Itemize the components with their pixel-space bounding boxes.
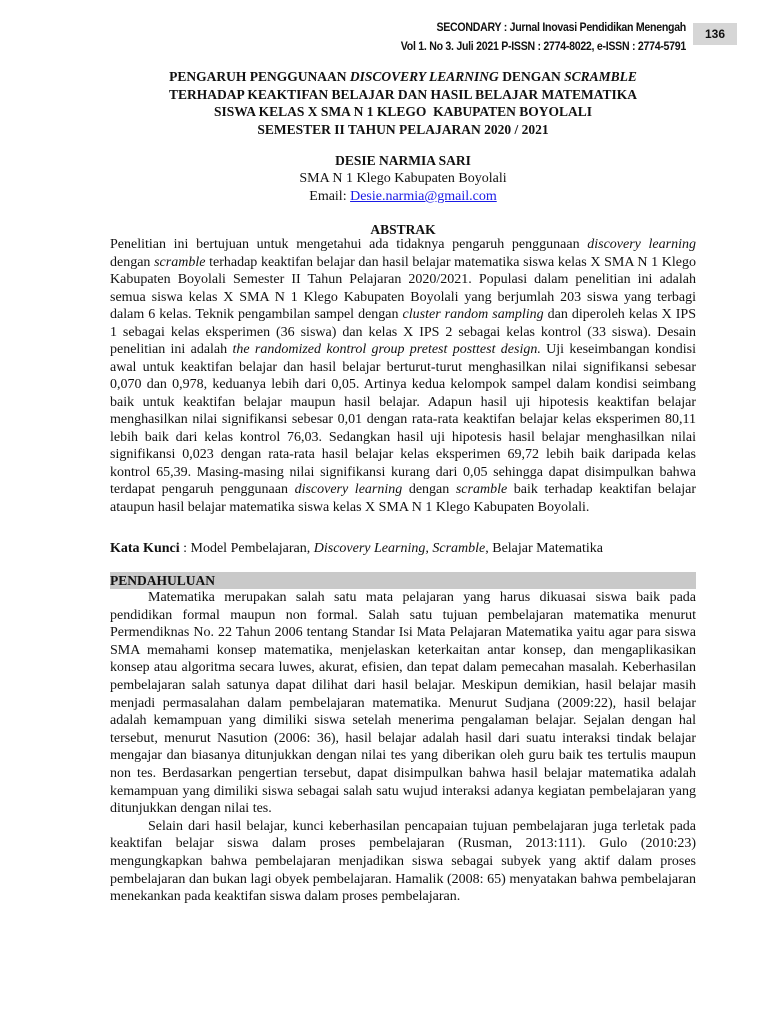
author-email-link[interactable]: Desie.narmia@gmail.com	[350, 189, 497, 204]
page-number-badge: 136	[693, 23, 737, 45]
abstract-heading: ABSTRAK	[370, 222, 436, 237]
paper-title	[110, 68, 696, 138]
author-affiliation: SMA N 1 Klego Kabupaten Boyolali	[299, 171, 507, 186]
keywords-line: Kata Kunci : Model Pembelajaran, Discovery Learning, Scramble, Belajar Matematika	[110, 541, 604, 556]
journal-name: SECONDARY : Jurnal Inovasi Pendidikan Menengah	[436, 22, 686, 34]
section-heading-pendahuluan: PENDAHULUAN	[110, 572, 696, 589]
title-line-3: SISWA KELAS X SMA N 1 KLEGO KABUPATEN BOYOLALI	[214, 104, 592, 119]
body-paragraph: Matematika merupakan salah satu mata pelajaran yang harus dikuasai siswa baik pada pendidikan formal maupun non formal. Salah satu tujuan pembelajaran matematika menurut Permendiknas No. 22 Tahun 2006 tentang Standar Isi Mata Pelajaran Matematika yaitu agar para siswa SMA memahami konsep matematika, menjelaskan keterkaitan antar konsep, dan mengaplikasikan konsep atau algoritma secara luwes, akurat, efisien, dan tepat dalam pemecahan masalah. Keberhasilan pembelajaran salah satunya dapat dilihat dari hasil belajar. Meskipun demikian, hasil belajar masih menjadi permasalahan dalam pembelajaran matematika. Menurut Sudjana (2009:22), hasil belajar adalah kemampuan yang dimiliki siswa setelah menerima pengalaman belajar. Sejalan dengan hal tersebut, menurut Nasution (2006: 36), hasil belajar adalah hasil dari suatu interaksi tindak belajar mengajar dan biasanya ditunjukkan dengan nilai tes yang diberikan oleh guru baik tes tertulis maupun non tes. Berdasarkan pengertian tersebut, dapat disimpulkan bahwa hasil belajar matematika adalah kemampuan yang dimiliki siswa sebagai salah satu wujud interaksi adanya kegiatan pembelajaran yang ditunjukkan dengan nilai tes.	[110, 590, 696, 817]
body-paragraph: Selain dari hasil belajar, kunci keberhasilan pencapaian tujuan pembelajaran juga terletak pada keaktifan belajar siswa dalam proses pembelajaran (Rusman, 2013:111). Gulo (2010:23) mengungkapkan bahwa pembelajaran menjadikan siswa sebagai subyek yang aktif dalam proses pembelajaran dan bukan lagi obyek pembelajaran. Hamalik (2008: 65) menyatakan bahwa pembelajaran menekankan pada keaktifan siswa dalam proses pembelajaran.	[110, 818, 696, 905]
keywords-label: Kata Kunci	[110, 541, 180, 556]
abstract-text: Penelitian ini bertujuan untuk mengetahui ada tidaknya pengaruh penggunaan discovery learning dengan scramble terhadap keaktifan belajar dan hasil belajar matematika siswa kelas X SMA N 1 Klego Kabupaten Boyolali Semester II Tahun Pelajaran 2020/2021. Populasi dalam penelitian ini adalah semua siswa kelas X SMA N 1 Klego Kabupaten Boyolali yang berjumlah 203 siswa yang terbagi dalam 6 kelas. Teknik pengambilan sampel dengan cluster random sampling dan diperoleh kelas X IPS 1 sebagai kelas eksperimen (36 siswa) dan kelas X IPS 2 sebagai kelas kontrol (33 siswa). Desain penelitian ini adalah the randomized kontrol group pretest posttest design. Uji keseimbangan kondisi awal untuk keaktifan belajar dan hasil belajar berturut-turut menghasilkan nilai signifikansi sebesar 0,070 dan 0,978, keduanya lebih dari 0,05. Artinya kedua kelompok sampel dalam kondisi seimbang baik untuk keaktifan belajar maupun hasil belajar. Adapun hasil uji hipotesis keaktifan belajar menghasilkan nilai signifikansi sebesar 0,01 dengan rata-rata keaktifan belajar kelas eksperimen 80,11 lebih baik dari kelas kontrol 76,03. Sedangkan hasil uji hipotesis hasil belajar menghasilkan nilai signifikansi 0,023 dengan rata-rata hasil belajar kelas eksperimen 69,72 lebih baik daripada kelas kontrol 65,39. Masing-masing nilai signifikansi kurang dari 0,05 sehingga dapat disimpulkan bahwa terdapat pengaruh penggunaan discovery learning dengan scramble baik terhadap keaktifan belajar ataupun hasil belajar matematika siswa kelas X SMA N 1 Klego Kabupaten Boyolali.	[110, 237, 697, 515]
journal-header	[368, 19, 686, 57]
author-block	[110, 152, 696, 206]
title-line-2: TERHADAP KEAKTIFAN BELAJAR DAN HASIL BELAJAR MATEMATIKA	[168, 86, 638, 102]
journal-volume-issn: Vol 1. No 3. Juli 2021 P-ISSN : 2774-8022, e-ISSN : 2774-5791	[400, 41, 686, 53]
section-body	[110, 589, 696, 906]
author-email-line: Email: Desie.narmia@gmail.com	[309, 189, 497, 204]
author-name: DESIE NARMIA SARI	[335, 153, 471, 168]
title-line-4: SEMESTER II TAHUN PELAJARAN 2020 / 2021	[257, 121, 549, 137]
title-line-1: PENGARUH PENGGUNAAN DISCOVERY LEARNING DENGAN SCRAMBLE	[169, 69, 637, 84]
